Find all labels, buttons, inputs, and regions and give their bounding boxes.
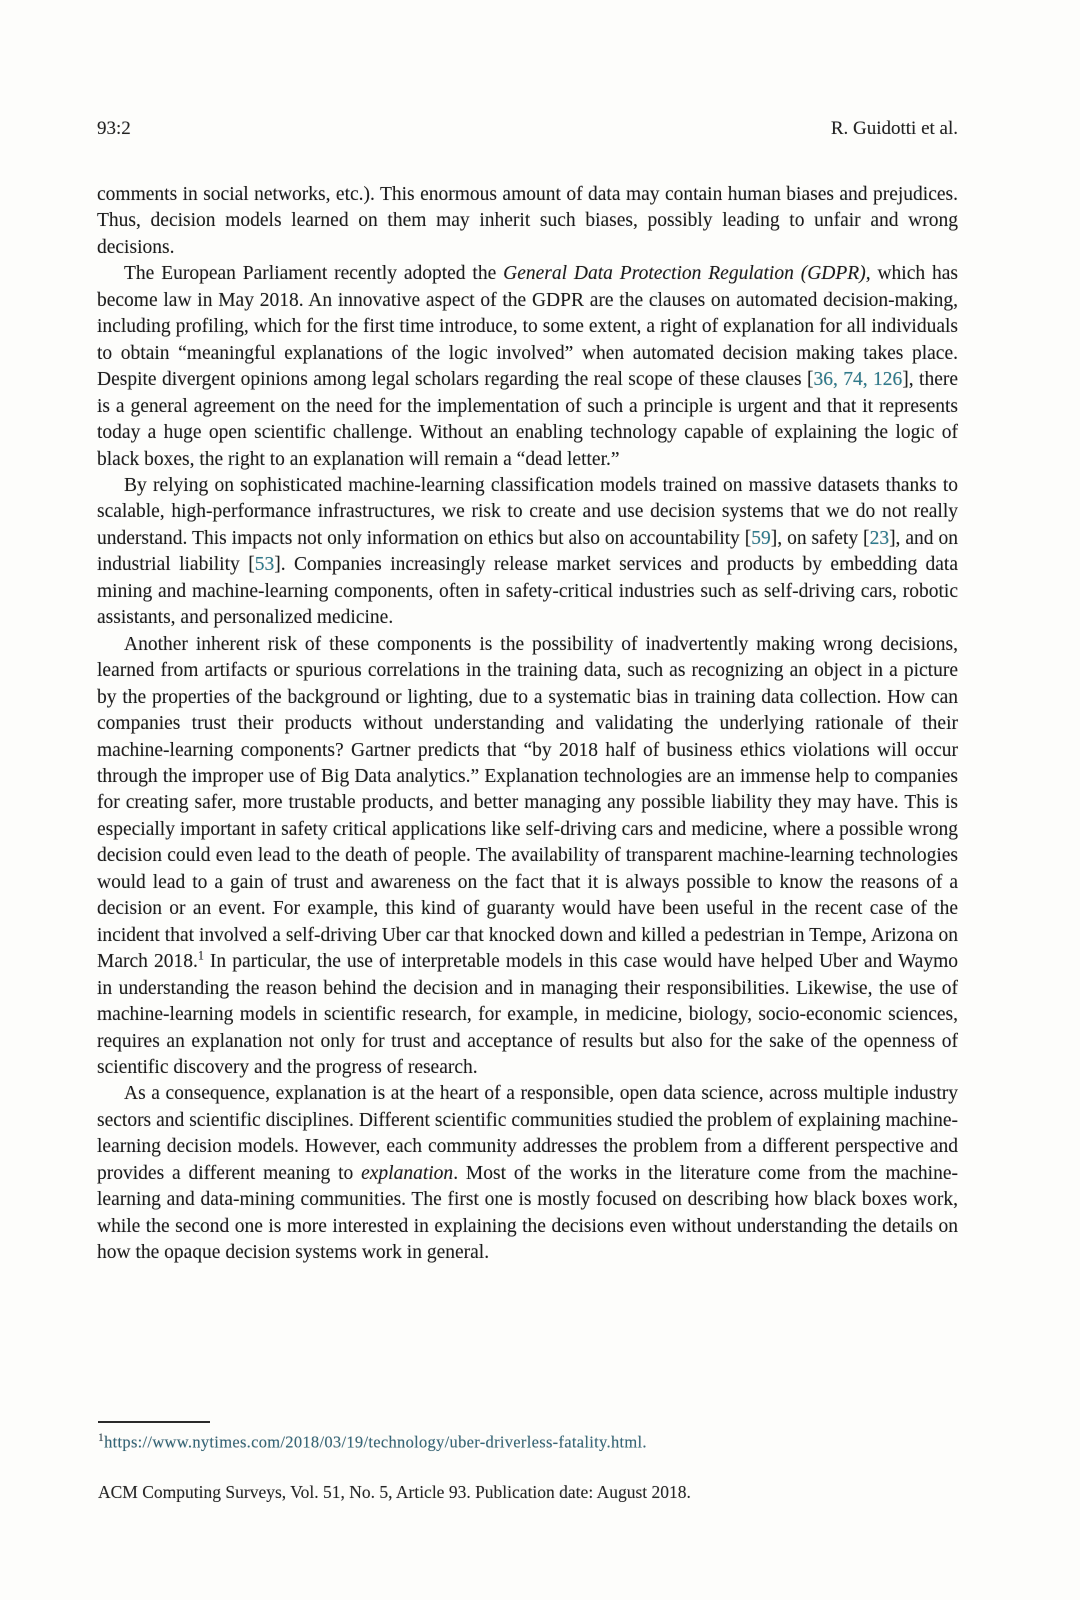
citation-link[interactable]: 36, 74, 126 bbox=[813, 369, 903, 391]
page-number: 93:2 bbox=[97, 118, 131, 139]
text-run: ], there is a general agreement on the need for the implementation of such a principle is urgent and that it represents today a huge open scientific challenge. Without an enabling technology capable of explaining the logic of black boxes, the right to an explanation will remain a “dead letter.” bbox=[97, 369, 958, 470]
running-authors: R. Guidotti et al. bbox=[830, 118, 958, 139]
footnote-reference: 1 bbox=[197, 948, 204, 963]
text-run: explanation bbox=[361, 1162, 454, 1184]
journal-footer-line: ACM Computing Surveys, Vol. 51, No. 5, Article 93. Publication date: August 2018. bbox=[98, 1482, 691, 1502]
text-run: which has become law in May 2018. An innovative aspect of the GDPR are the clauses on automated decision-making, including profiling, which for the first time introduce, to some extent, a right of explanation for all individuals to obtain “meaningful explanations of the logic involved” when automated decision making takes place. Despite divergent opinions among legal scholars regarding the real scope of these clauses [ bbox=[97, 263, 958, 391]
text-run: The European Parliament recently adopted the bbox=[124, 263, 504, 285]
footnote-marker: 1 bbox=[98, 1432, 105, 1444]
paragraph bbox=[97, 632, 958, 1082]
text-run: In particular, the use of interpretable models in this case would have helped Uber and Waymo in understanding the reason behind the decision and in managing their responsibilities. Likewise, the use of machine-learning models in scientific research, for example, in medicine, biology, socio-economic sciences, requires an explanation not only for trust and acceptance of results but also for the sake of the openness of scientific discovery and the progress of research. bbox=[97, 951, 958, 1078]
text-run: . Most of the works in the literature come from the machine-learning and data-mining communities. The first one is mostly focused on describing how black boxes work, while the second one is more interested in explaining the decisions even without understanding the details on how the opaque decision systems work in general. bbox=[97, 1162, 958, 1264]
footnote bbox=[98, 1432, 647, 1453]
paragraph bbox=[97, 473, 958, 632]
citation-link[interactable]: 59 bbox=[751, 527, 771, 549]
page-header bbox=[97, 118, 958, 140]
text-run: General Data Protection Regulation (GDPR), bbox=[503, 263, 871, 285]
paragraph bbox=[97, 182, 958, 261]
citation-link[interactable]: 53 bbox=[254, 554, 275, 576]
text-run: ], on safety [ bbox=[770, 527, 870, 549]
body-text bbox=[97, 182, 958, 1267]
text-run: Another inherent risk of these components is the possibility of inadvertently making wrong decisions, learned from artifacts or spurious correlations in the training data, such as recognizing an object in a picture by the properties of the background or lighting, due to a systematic bias in training data collection. How can companies trust their products without understanding and validating the underlying rationale of their machine-learning components? Gartner predicts that “by 2018 half of business ethics violations will occur through the improper use of Big Data analytics.” Explanation technologies are an immense help to companies for creating safer, more trustable products, and better managing any possible liability they may have. This is especially important in safety critical applications like self-driving cars and medicine, where a possible wrong decision could even lead to the death of people. The availability of transparent machine-learning technologies would lead to a gain of trust and awareness on the fact that it is always possible to know the reasons of a decision or an event. For example, this kind of guaranty would have been useful in the recent case of the incident that involved a self-driving Uber car that knocked down and killed a pedestrian in Tempe, Arizona on March 2018. bbox=[97, 633, 958, 973]
text-run: By relying on sophisticated machine-learning classification models trained on massive datasets thanks to scalable, high-performance infrastructures, we risk to create and use decision systems that we do not really understand. This impacts not only information on ethics but also on accountability [ bbox=[97, 474, 958, 549]
footnote-url-link[interactable]: https://www.nytimes.com/2018/03/19/technology/uber-driverless-fatality.html bbox=[104, 1432, 643, 1452]
citation-link[interactable]: 23 bbox=[869, 527, 890, 549]
text-run: ], and on industrial liability [ bbox=[97, 527, 958, 576]
footnote-separator bbox=[98, 1421, 210, 1423]
paragraph bbox=[97, 1081, 958, 1266]
text-run: ]. Companies increasingly release market services and products by embedding data mining and machine-learning components, often in safety-critical industries such as self-driving cars, robotic assistants, and personalized medicine. bbox=[97, 554, 958, 629]
footnote-trailing-period: . bbox=[642, 1432, 647, 1452]
text-run: comments in social networks, etc.). This enormous amount of data may contain human biases and prejudices. Thus, decision models learned on them may inherit such biases, possibly leading to unfair and wrong decisions. bbox=[97, 184, 958, 258]
text-run: As a consequence, explanation is at the heart of a responsible, open data science, across multiple industry sectors and scientific disciplines. Different scientific communities studied the problem of explaining machine-learning decision models. However, each community addresses the problem from a different perspective and provides a different meaning to bbox=[97, 1083, 958, 1184]
paragraph bbox=[97, 261, 958, 473]
